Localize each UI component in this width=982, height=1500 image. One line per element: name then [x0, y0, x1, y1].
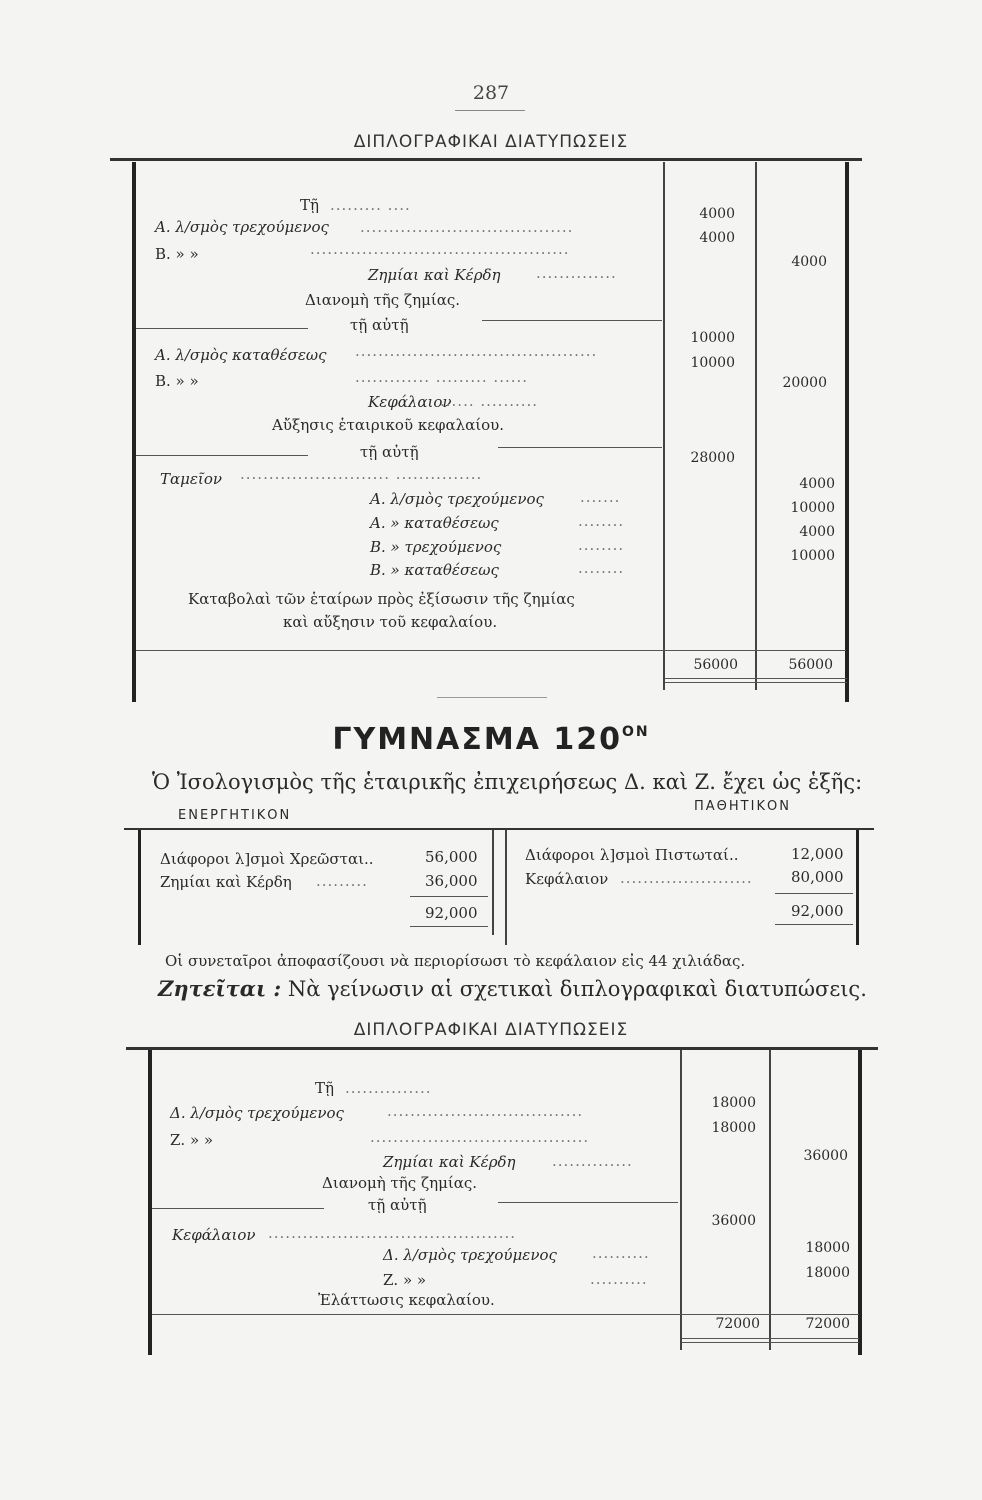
s2-total-rule [152, 1314, 859, 1315]
request-label: Ζητεῖται : [158, 976, 282, 1001]
balance-top-rule [124, 828, 874, 830]
s1-row-6-amt1: 10000 [690, 330, 735, 346]
section1-left-border [132, 162, 136, 702]
s1-row-14-amt2: 4000 [799, 524, 835, 540]
s2-row-4-text: Διανομὴ τῆς ζημίας. [322, 1174, 477, 1192]
liability-1-value: 80,000 [791, 868, 844, 886]
exercise-title-sup: ΟΝ [622, 724, 650, 740]
s1-total-rule [136, 650, 846, 651]
s1-divider-left [136, 328, 308, 329]
s2-row-6-amt1: 36000 [711, 1213, 756, 1229]
s1-row-12-text: Α. λ/σμὸς τρεχούμενος [370, 490, 544, 508]
balance-mid-line [505, 830, 507, 945]
s2-dots: ...................................... [370, 1128, 590, 1146]
s2-total-underline [682, 1338, 859, 1339]
s2-row-8-text: Ζ. » » [383, 1271, 427, 1289]
s2-dots: .......... [590, 1270, 648, 1288]
s1-divider-right [498, 447, 662, 448]
s1-row-0-text: Τῇ [300, 196, 319, 214]
section2-col-divider-1 [680, 1050, 682, 1350]
asset-total-underline [410, 926, 488, 927]
liability-0-value: 12,000 [791, 845, 844, 863]
s2-row-7-text: Δ. λ/σμὸς τρεχούμενος [383, 1246, 557, 1264]
s2-dots: ........................................... [268, 1224, 517, 1242]
s2-row-3-text: Ζημίαι καὶ Κέρδη [383, 1153, 516, 1171]
s1-row-11-amt1: 28000 [690, 450, 735, 466]
asset-1-value: 36,000 [425, 872, 478, 890]
s1-row-16-text: Καταβολαὶ τῶν ἑταίρων πρὸς ἐξίσωσιν τῆς ζημίας [188, 590, 575, 608]
s1-row-8-amt2: 20000 [782, 375, 827, 391]
assets-label: ΕΝΕΡΓΗΤΙΚΟΝ [178, 808, 292, 823]
s1-row-15-text: Β. » καταθέσεως [370, 561, 499, 579]
exercise-description: Ὁ Ἰσολογισμὸς τῆς ἑταιρικῆς ἐπιχειρήσεως Δ. καὶ Ζ. ἔχει ὡς ἑξῆς: [152, 770, 863, 794]
s2-row-0-text: Τῇ [315, 1079, 334, 1097]
s1-row-7-text: Β. » » [155, 372, 199, 390]
s1-dots: ....... [580, 488, 621, 506]
s1-row-10-text: τῇ αὐτῇ [360, 443, 419, 461]
liability-1-label: Κεφάλαιον [525, 870, 609, 888]
s1-total-1: 56000 [693, 657, 738, 673]
asset-0-label: Διάφοροι λ]σμοὶ Χρεῶσται.. [160, 850, 374, 868]
s1-row-6-text: Α. λ/σμὸς καταθέσεως [155, 346, 327, 364]
s1-dots: ........ [578, 536, 625, 554]
s1-dots: ........ [578, 512, 625, 530]
liability-1-dots: ....................... [620, 869, 753, 887]
section1-col-divider-2 [755, 162, 757, 690]
s1-row-2-text: Β. » » [155, 245, 199, 263]
balance-mid-line [492, 830, 494, 935]
s2-row-2-text: Ζ. » » [170, 1131, 214, 1149]
section1-right-border [845, 162, 849, 702]
section2-top-rule [126, 1047, 878, 1050]
s2-total-2: 72000 [805, 1316, 850, 1332]
page-number-rule [455, 110, 525, 111]
s1-dots: ............. ......... ...... [355, 368, 529, 386]
s2-total-underline [682, 1342, 859, 1343]
s1-dots: .......................... ............... [240, 465, 483, 483]
liability-total-underline [775, 924, 853, 925]
s2-divider-left [152, 1208, 324, 1209]
s2-dots: .......... [592, 1244, 650, 1262]
asset-1-label: Ζημίαι καὶ Κέρδη [160, 873, 292, 891]
separator-rule [437, 697, 547, 698]
s1-total-2: 56000 [788, 657, 833, 673]
s2-row-6-text: Κεφάλαιον [172, 1226, 256, 1244]
exercise-note: Οἱ συνεταῖροι ἀποφασίζουσι νὰ περιορίσωσι τὸ κεφάλαιον εἰς 44 χιλιάδας. [165, 952, 746, 970]
s2-dots: ............... [345, 1079, 432, 1097]
s1-row-1-amt1: 4000 [699, 206, 735, 222]
s1-row-5-text: τῇ αὐτῇ [350, 316, 409, 334]
s1-row-15-amt2: 10000 [790, 548, 835, 564]
s1-dots: ..................................... [360, 218, 574, 236]
liabilities-label: ΠΑΘΗΤΙΚΟΝ [694, 799, 791, 814]
section2-col-divider-2 [769, 1050, 771, 1350]
s1-total-underline [665, 678, 847, 679]
s1-row-4-text: Διανομὴ τῆς ζημίας. [305, 291, 460, 309]
assets-total: 92,000 [425, 904, 478, 922]
s1-dots: ...... .......... [440, 392, 539, 410]
liabilities-total: 92,000 [791, 902, 844, 920]
s1-row-3-text: Ζημίαι καὶ Κέρδη [368, 266, 501, 284]
s2-dots: .............. [552, 1152, 633, 1170]
s1-row-9-text: Αὔξησις ἑταιρικοῦ κεφαλαίου. [272, 416, 505, 434]
balance-right-border [856, 830, 859, 945]
s2-row-8-amt2: 18000 [805, 1265, 850, 1281]
s2-row-7-amt2: 18000 [805, 1240, 850, 1256]
section2-title: ΔΙΠΛΟΓΡΑΦΙΚΑΙ ΔΙΑΤΥΠΩΣΕΙΣ [353, 1020, 629, 1040]
s1-row-13-amt2: 10000 [790, 500, 835, 516]
s1-row-7-amt1: 10000 [690, 355, 735, 371]
request-text: Νὰ γείνωσιν αἱ σχετικαὶ διπλογραφικαὶ διατυπώσεις. [287, 977, 867, 1001]
s2-row-1-amt1: 18000 [711, 1095, 756, 1111]
s1-row-3-amt2: 4000 [791, 254, 827, 270]
s2-dots: .................................. [387, 1102, 584, 1120]
s2-total-1: 72000 [715, 1316, 760, 1332]
s1-row-2-amt1: 4000 [699, 230, 735, 246]
s1-row-12-amt2: 4000 [799, 476, 835, 492]
s2-row-5-text: τῇ αὐτῇ [368, 1196, 427, 1214]
s1-row-14-text: Β. » τρεχούμενος [370, 538, 502, 556]
s1-row-8-text: Κεφάλαιον [368, 393, 452, 411]
page-number: 287 [472, 82, 510, 104]
s1-total-underline [665, 682, 847, 683]
s2-row-3-amt2: 36000 [803, 1148, 848, 1164]
s1-divider-right [482, 320, 662, 321]
exercise-title-text: ΓΥΜΝΑΣΜΑ 120 [332, 722, 623, 757]
s1-row-1-text: Α. λ/σμὸς τρεχούμενος [155, 218, 329, 236]
section2-left-border [148, 1050, 152, 1355]
s1-row-11-text: Ταμεῖον [160, 470, 222, 488]
section2-right-border [858, 1050, 862, 1355]
exercise-title [0, 722, 982, 757]
s2-divider-right [498, 1202, 678, 1203]
s2-row-1-text: Δ. λ/σμὸς τρεχούμενος [170, 1104, 344, 1122]
s1-dots: .............. [536, 264, 617, 282]
s1-dots: ............................................. [310, 240, 570, 258]
s2-row-9-text: Ἐλάττωσις κεφαλαίου. [318, 1291, 495, 1309]
s1-divider-left [136, 455, 308, 456]
asset-sum-rule [410, 896, 488, 897]
s2-row-2-amt1: 18000 [711, 1120, 756, 1136]
s1-row-13-text: Α. » καταθέσεως [370, 514, 499, 532]
balance-left-border [138, 830, 141, 945]
s1-row-17-text: καὶ αὔξησιν τοῦ κεφαλαίου. [283, 613, 498, 631]
exercise-request [158, 976, 867, 1001]
asset-1-dots: ......... [316, 872, 368, 890]
section1-title: ΔΙΠΛΟΓΡΑΦΙΚΑΙ ΔΙΑΤΥΠΩΣΕΙΣ [353, 132, 629, 152]
section1-top-rule [110, 158, 862, 161]
liability-0-label: Διάφοροι λ]σμοὶ Πιστωταί.. [525, 846, 739, 864]
asset-0-value: 56,000 [425, 848, 478, 866]
s1-dots: ........ [578, 559, 625, 577]
liability-sum-rule [775, 893, 853, 894]
s1-dots: ......... .... [330, 196, 411, 214]
s1-dots: .......................................... [355, 342, 598, 360]
